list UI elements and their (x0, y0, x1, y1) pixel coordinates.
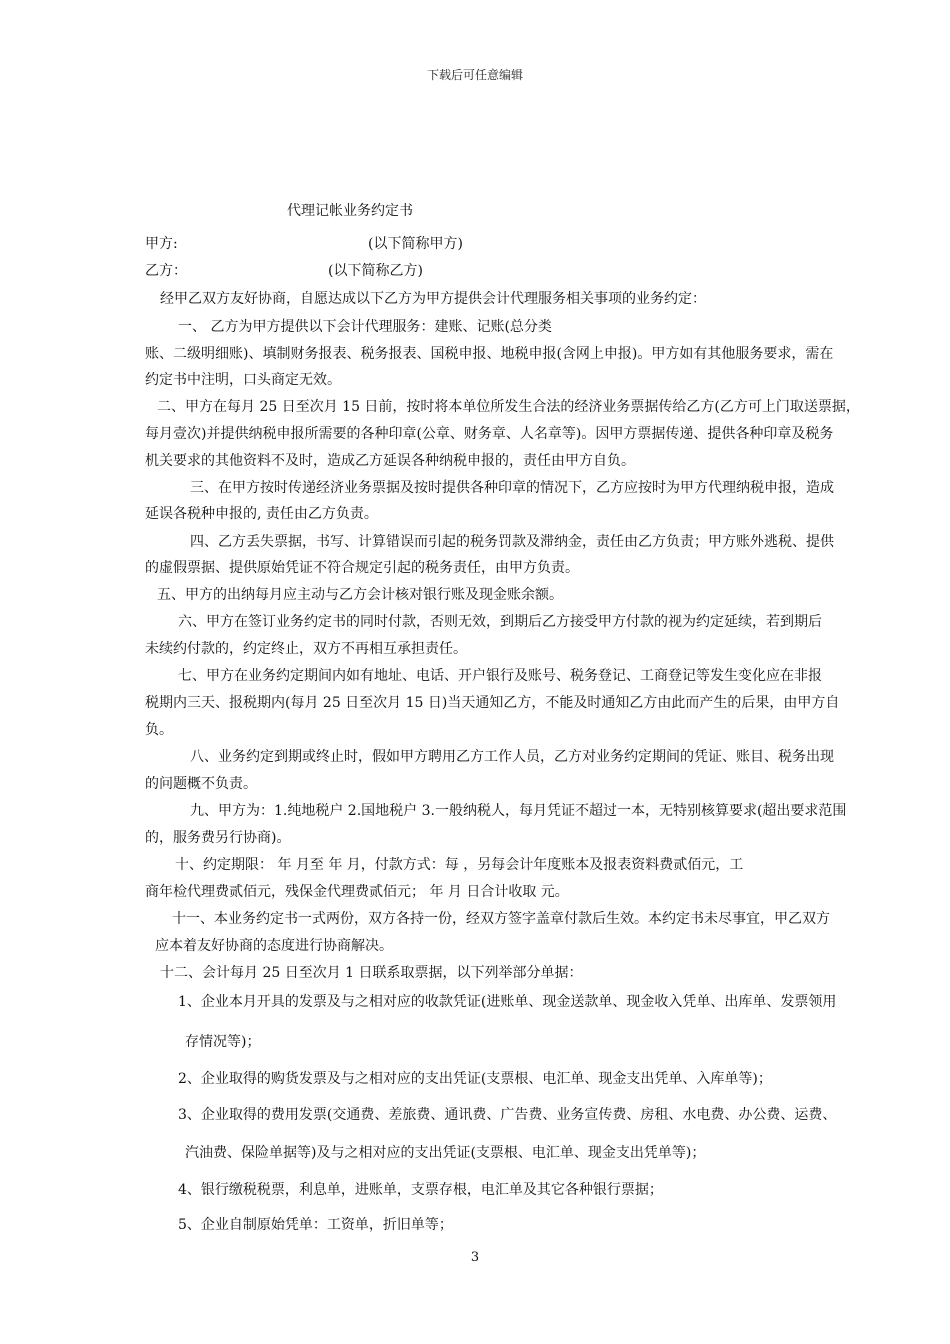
party-a-label: 甲方: (145, 236, 178, 252)
party-b-label: 乙方： (145, 263, 187, 279)
clause-line: 应本着友好协商的态度进行协商解决。 (155, 938, 393, 954)
clause-line: 二、甲方在每月 25 日至次月 15 日前，按时将本单位所发生合法的经济业务票据传给乙方(乙方可上门取送票据， (157, 399, 860, 415)
clause-line: 的，服务费另行协商)。 (145, 830, 291, 846)
clause-line: 十二、会计每月 25 日至次月 1 日联系取票据，以下列举部分单据： (160, 965, 583, 981)
receipt-list-item: 2、企业取得的购货发票及与之相对应的支出凭证(支票根、电汇单、现金支出凭单、入库单等)； (178, 1071, 772, 1087)
clause-line: 的虚假票据、提供原始凭证不符合规定引起的税务责任，由甲方负责。 (145, 560, 579, 576)
receipt-list-item: 4、银行缴税税票，利息单，进账单，支票存根，电汇单及其它各种银行票据； (178, 1182, 663, 1198)
clause-line: 四、乙方丢失票据，书写、计算错误而引起的税务罚款及滞纳金，责任由乙方负责；甲方账外逃税、提供 (190, 534, 834, 550)
page-header: 下载后可任意编辑 (426, 68, 523, 82)
party-b-note: (以下简称乙方) (328, 263, 423, 279)
clause-line: 五、甲方的出纳每月应主动与乙方会计核对银行账及现金账余额。 (157, 587, 563, 603)
clause-line: 负。 (145, 722, 173, 738)
clause-line: 商年检代理费贰佰元，残保金代理费贰佰元； 年 月 日合计收取 元。 (145, 884, 569, 900)
receipt-list-item: 1、企业本月开具的发票及与之相对应的收款凭证(进账单、现金送款单、现金收入凭单、出库单、发票领用 (178, 994, 837, 1010)
receipt-list-item: 汽油费、保险单据等)及与之相对应的支出凭证(支票根、电汇单、现金支出凭单等)； (185, 1145, 706, 1161)
receipt-list-item: 存情况等)； (185, 1034, 261, 1050)
clause-line: 九、甲方为：1.纯地税户 2.国地税户 3.一般纳税人，每月凭证不超过一本，无特别核算要求(超出要求范围 (190, 803, 847, 819)
page-number: 3 (470, 1250, 480, 1265)
document-title: 代理记帐业务约定书 (287, 203, 413, 219)
clause-line: 八、业务约定到期或终止时，假如甲方聘用乙方工作人员，乙方对业务约定期间的凭证、账目、税务出现 (190, 749, 834, 765)
party-a-note: (以下简称甲方) (368, 236, 463, 252)
clause-line: 每月壹次)并提供纳税申报所需要的各种印章(公章、财务章、人名章等)。因甲方票据传递、提供各种印章及税务 (145, 426, 834, 442)
receipt-list-item: 3、企业取得的费用发票(交通费、差旅费、通讯费、广告费、业务宣传费、房租、水电费、办公费、运费、 (178, 1107, 837, 1123)
receipt-list-item: 5、企业自制原始凭单：工资单，折旧单等； (178, 1217, 453, 1233)
clause-line: 延误各税种申报的, 责任由乙方负责。 (145, 506, 378, 522)
clause-line: 的问题概不负责。 (145, 776, 257, 792)
clause-line: 税期内三天、报税期内(每月 25 日至次月 15 日)当天通知乙方，不能及时通知乙方由此而产生的后果，由甲方自 (145, 695, 840, 711)
clause-line: 十、约定期限： 年 月至 年 月，付款方式：每 ，另每会计年度账本及报表资料费贰佰元，工 (175, 857, 744, 873)
clause-line: 未续约付款的，约定终止，双方不再相互承担责任。 (145, 641, 467, 657)
clause-line: 六、甲方在签订业务约定书的同时付款，否则无效，到期后乙方接受甲方付款的视为约定延续，若到期后 (178, 614, 822, 630)
clause-line: 约定书中注明，口头商定无效。 (145, 372, 341, 388)
clause-line: 三、在甲方按时传递经济业务票据及按时提供各种印章的情况下，乙方应按时为甲方代理纳税申报，造成 (190, 480, 834, 496)
clause-line: 机关要求的其他资料不及时，造成乙方延误各种纳税申报的，责任由甲方自负。 (145, 453, 635, 469)
clause-line: 十一、本业务约定书一式两份，双方各持一份，经双方签字盖章付款后生效。本约定书未尽事宜，甲乙双方 (172, 911, 830, 927)
clause-line: 一、 乙方为甲方提供以下会计代理服务：建账、记账(总分类 (178, 319, 552, 335)
clause-line: 七、甲方在业务约定期间内如有地址、电话、开户银行及账号、税务登记、工商登记等发生变化应在非报 (178, 668, 822, 684)
clause-line: 账、二级明细账)、填制财务报表、税务报表、国税申报、地税申报(含网上申报)。甲方如有其他服务要求，需在 (145, 346, 834, 362)
intro-line: 经甲乙双方友好协商，自愿达成以下乙方为甲方提供会计代理服务相关事项的业务约定： (160, 291, 706, 307)
